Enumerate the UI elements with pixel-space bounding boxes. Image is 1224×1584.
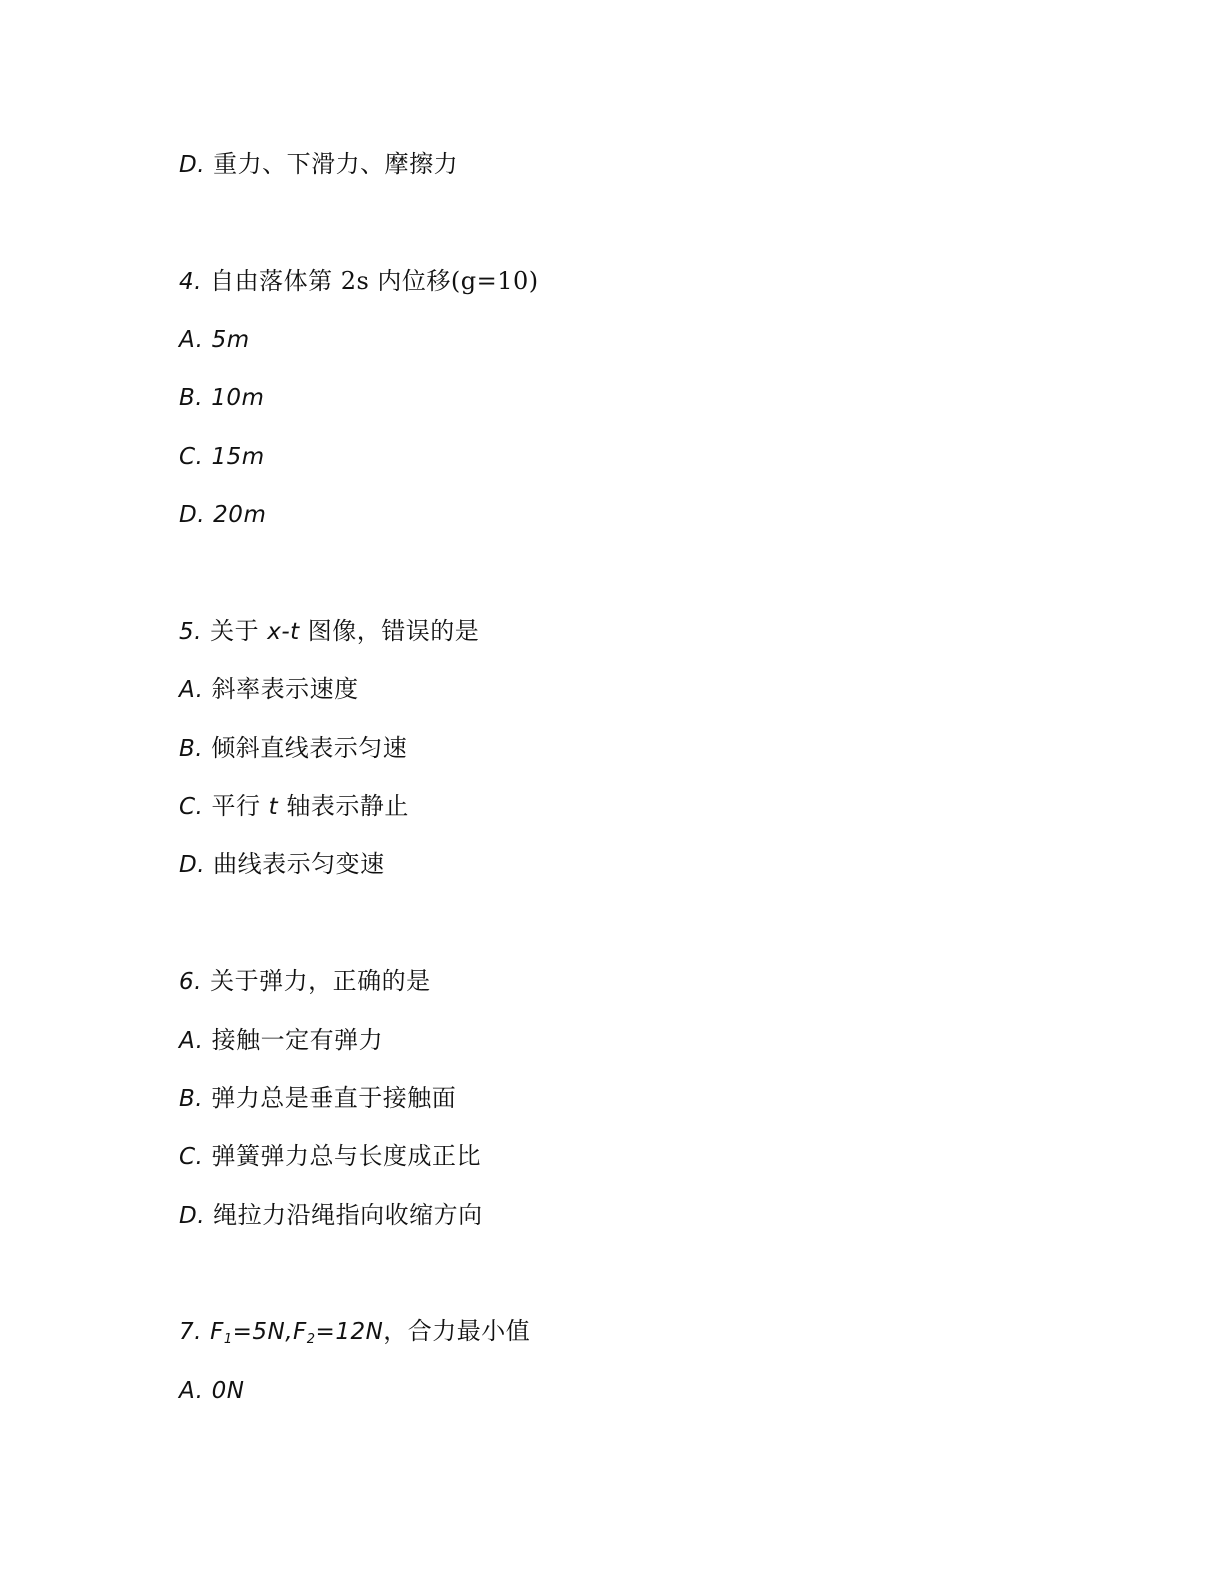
option-text: 曲线表示匀变速 xyxy=(213,850,385,878)
question-number: 7. xyxy=(179,1319,202,1345)
q5-option-a xyxy=(179,673,359,706)
option-text: 20m xyxy=(213,502,267,528)
option-label: C. xyxy=(179,444,204,470)
q4-option-c xyxy=(179,440,265,473)
q4-option-b xyxy=(179,381,264,414)
option-text: 5m xyxy=(211,327,250,353)
question-number: 6. xyxy=(179,969,202,995)
option-text: 弹簧弹力总与长度成正比 xyxy=(211,1142,482,1170)
option-text: 重力、下滑力、摩擦力 xyxy=(213,150,459,178)
option-text: 接触一定有弹力 xyxy=(211,1026,384,1054)
q4-option-d xyxy=(179,498,266,531)
option-text: 0N xyxy=(211,1378,245,1404)
force-value: =5N, xyxy=(232,1319,294,1345)
q6-stem xyxy=(179,965,431,998)
q5-stem xyxy=(179,615,479,648)
option-label: B. xyxy=(179,1086,204,1112)
option-label: B. xyxy=(179,736,204,762)
q4-option-a xyxy=(179,323,250,356)
option-label: D. xyxy=(179,852,206,878)
q5-option-b xyxy=(179,732,407,765)
q6-option-c xyxy=(179,1140,481,1173)
option-label: A. xyxy=(179,1378,204,1404)
force-value: =12N xyxy=(315,1319,384,1345)
q5-option-d xyxy=(179,848,385,881)
force-f1 xyxy=(210,1319,293,1345)
question-text-pre: 关于 xyxy=(210,617,268,645)
option-label: B. xyxy=(179,385,204,411)
force-subscript: 2 xyxy=(306,1332,316,1347)
q5-option-c xyxy=(179,790,409,823)
q6-option-a xyxy=(179,1024,383,1057)
math-variable: x-t xyxy=(267,619,300,645)
option-label: A. xyxy=(179,1028,204,1054)
question-text-post: 图像，错误的是 xyxy=(299,617,480,645)
option-text-pre: 平行 xyxy=(211,792,269,820)
question-text: 关于弹力，正确的是 xyxy=(210,967,431,995)
option-text: 倾斜直线表示匀速 xyxy=(211,734,408,762)
option-label: A. xyxy=(179,327,204,353)
force-subscript: 1 xyxy=(223,1332,233,1347)
option-label: D. xyxy=(179,1203,206,1229)
option-text: 15m xyxy=(211,444,265,470)
option-text: 10m xyxy=(211,385,265,411)
option-label: D. xyxy=(179,152,206,178)
option-text: 弹力总是垂直于接触面 xyxy=(211,1084,457,1112)
q7-stem xyxy=(179,1315,530,1348)
force-f2 xyxy=(293,1319,383,1345)
option-label: A. xyxy=(179,677,204,703)
option-text: 斜率表示速度 xyxy=(211,675,359,703)
q6-option-b xyxy=(179,1082,456,1115)
question-number: 5. xyxy=(179,619,202,645)
question-number: 4. xyxy=(179,269,202,295)
force-symbol: F xyxy=(293,1319,307,1345)
option-text-post: 轴表示静止 xyxy=(278,792,409,820)
math-variable: t xyxy=(268,794,279,820)
option-text: 绳拉力沿绳指向收缩方向 xyxy=(213,1201,483,1229)
q6-option-d xyxy=(179,1199,483,1232)
q4-stem xyxy=(179,265,539,298)
option-label: C. xyxy=(179,794,204,820)
q3-option-d xyxy=(179,148,458,181)
option-label: D. xyxy=(179,502,206,528)
force-symbol: F xyxy=(210,1319,224,1345)
q7-option-a xyxy=(179,1374,244,1407)
question-text-post: ，合力最小值 xyxy=(383,1317,531,1345)
question-text: 自由落体第 2s 内位移(g=10) xyxy=(210,267,539,295)
option-label: C. xyxy=(179,1144,204,1170)
